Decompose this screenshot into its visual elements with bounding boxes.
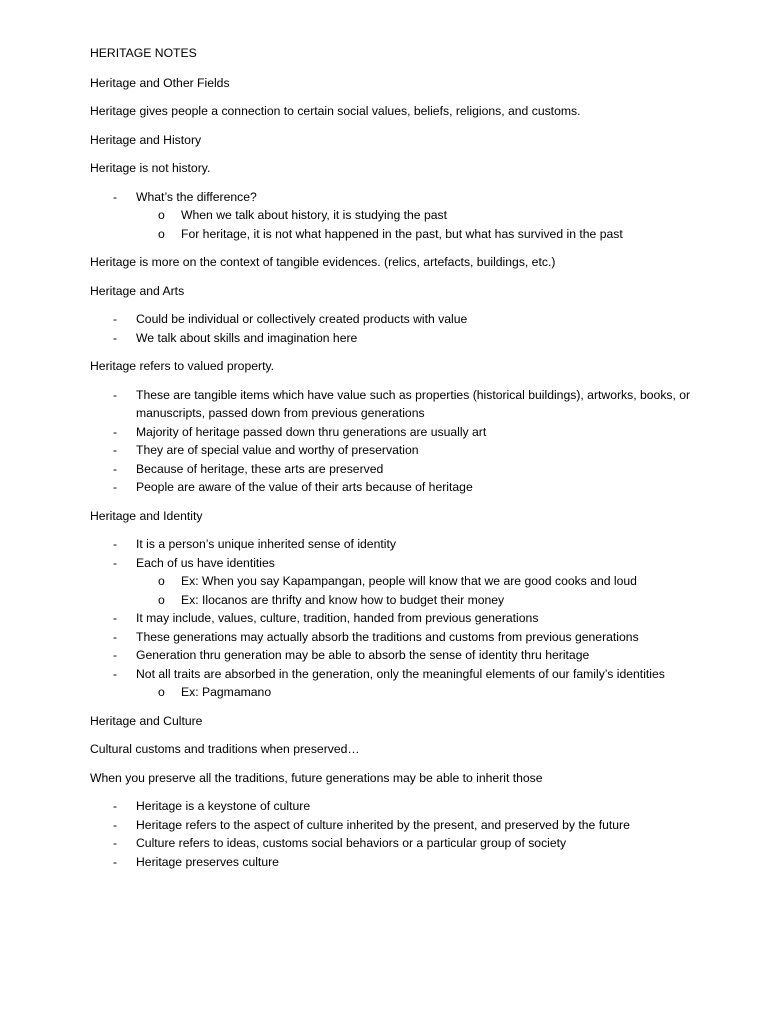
list-item <box>90 665 710 702</box>
list-item <box>90 628 710 647</box>
paragraph: Cultural customs and traditions when preserved… <box>90 742 360 756</box>
list-item-text: These are tangible items which have value such as properties (historical buildings), artworks, books, or manuscripts, passed down from previous generations <box>136 387 691 420</box>
list-item <box>90 310 710 329</box>
list-item <box>90 816 710 835</box>
list-item-text: It may include, values, culture, tradition, handed from previous generations <box>136 611 539 625</box>
list-item-text: Heritage is a keystone of culture <box>136 799 311 813</box>
paragraph: Heritage is more on the context of tangible evidences. (relics, artefacts, buildings, etc.) <box>90 255 556 269</box>
list-item <box>90 386 710 423</box>
list-item-text: They are of special value and worthy of preservation <box>136 443 419 457</box>
bullet-list <box>90 535 710 702</box>
sub-list-item: o Ex: When you say Kapampangan, people will know that we are good cooks and loud <box>136 572 710 591</box>
list-item-text: Heritage refers to the aspect of culture inherited by the present, and preserved by the future <box>136 817 630 832</box>
section-heading: Heritage and Other Fields <box>90 75 230 90</box>
sub-list-item: o When we talk about history, it is studying the past <box>136 206 710 225</box>
section-heading: Heritage and Arts <box>90 283 185 298</box>
list-item-text: What’s the difference? <box>136 189 257 204</box>
paragraph: Heritage is not history. <box>90 161 211 175</box>
sub-list <box>136 206 710 243</box>
list-item-text: It is a person’s unique inherited sense of identity <box>136 537 396 551</box>
list-item-text: Culture refers to ideas, customs social behaviors or a particular group of society <box>136 836 567 850</box>
section-heading: Heritage and Identity <box>90 508 203 523</box>
list-item <box>90 478 710 497</box>
list-item-text: Each of us have identities <box>136 555 275 570</box>
list-item <box>90 188 710 244</box>
sub-list-item: o For heritage, it is not what happened in the past, but what has survived in the past <box>136 225 710 244</box>
list-item-text: Generation thru generation may be able to absorb the sense of identity thru heritage <box>136 648 590 662</box>
bullet-list <box>90 310 710 347</box>
list-item-text: Not all traits are absorbed in the generation, only the meaningful elements of our family’s identities <box>136 666 665 681</box>
list-item <box>90 646 710 665</box>
list-item-text: We talk about skills and imagination here <box>136 330 358 345</box>
bullet-list <box>90 386 710 497</box>
document-page <box>90 44 710 881</box>
list-item <box>90 554 710 610</box>
sub-list <box>136 572 710 609</box>
list-item-text: These generations may actually absorb the traditions and customs from previous generations <box>136 629 639 644</box>
sub-list-item: o Ex: Pagmamano <box>136 683 710 702</box>
section-heading: Heritage and History <box>90 132 202 147</box>
list-item <box>90 834 710 853</box>
bullet-list <box>90 188 710 244</box>
paragraph: Heritage refers to valued property. <box>90 359 275 373</box>
section-heading: Heritage and Culture <box>90 713 203 728</box>
list-item-text: Majority of heritage passed down thru generations are usually art <box>136 424 487 439</box>
list-item <box>90 535 710 554</box>
list-item-text: Because of heritage, these arts are preserved <box>136 461 384 476</box>
list-item <box>90 329 710 348</box>
list-item <box>90 441 710 460</box>
list-item <box>90 853 710 872</box>
document-title: HERITAGE NOTES <box>90 46 197 60</box>
list-item <box>90 423 710 442</box>
sub-list-item: o Ex: Ilocanos are thrifty and know how to budget their money <box>136 591 710 610</box>
paragraph: Heritage gives people a connection to certain social values, beliefs, religions, and customs. <box>90 104 581 118</box>
bullet-list <box>90 797 710 871</box>
list-item-text: Heritage preserves culture <box>136 854 279 869</box>
paragraph: When you preserve all the traditions, future generations may be able to inherit those <box>90 770 543 785</box>
list-item <box>90 797 710 816</box>
list-item-text: Could be individual or collectively created products with value <box>136 312 468 326</box>
sub-list <box>136 683 710 702</box>
list-item-text: People are aware of the value of their arts because of heritage <box>136 480 473 494</box>
list-item <box>90 460 710 479</box>
list-item <box>90 609 710 628</box>
